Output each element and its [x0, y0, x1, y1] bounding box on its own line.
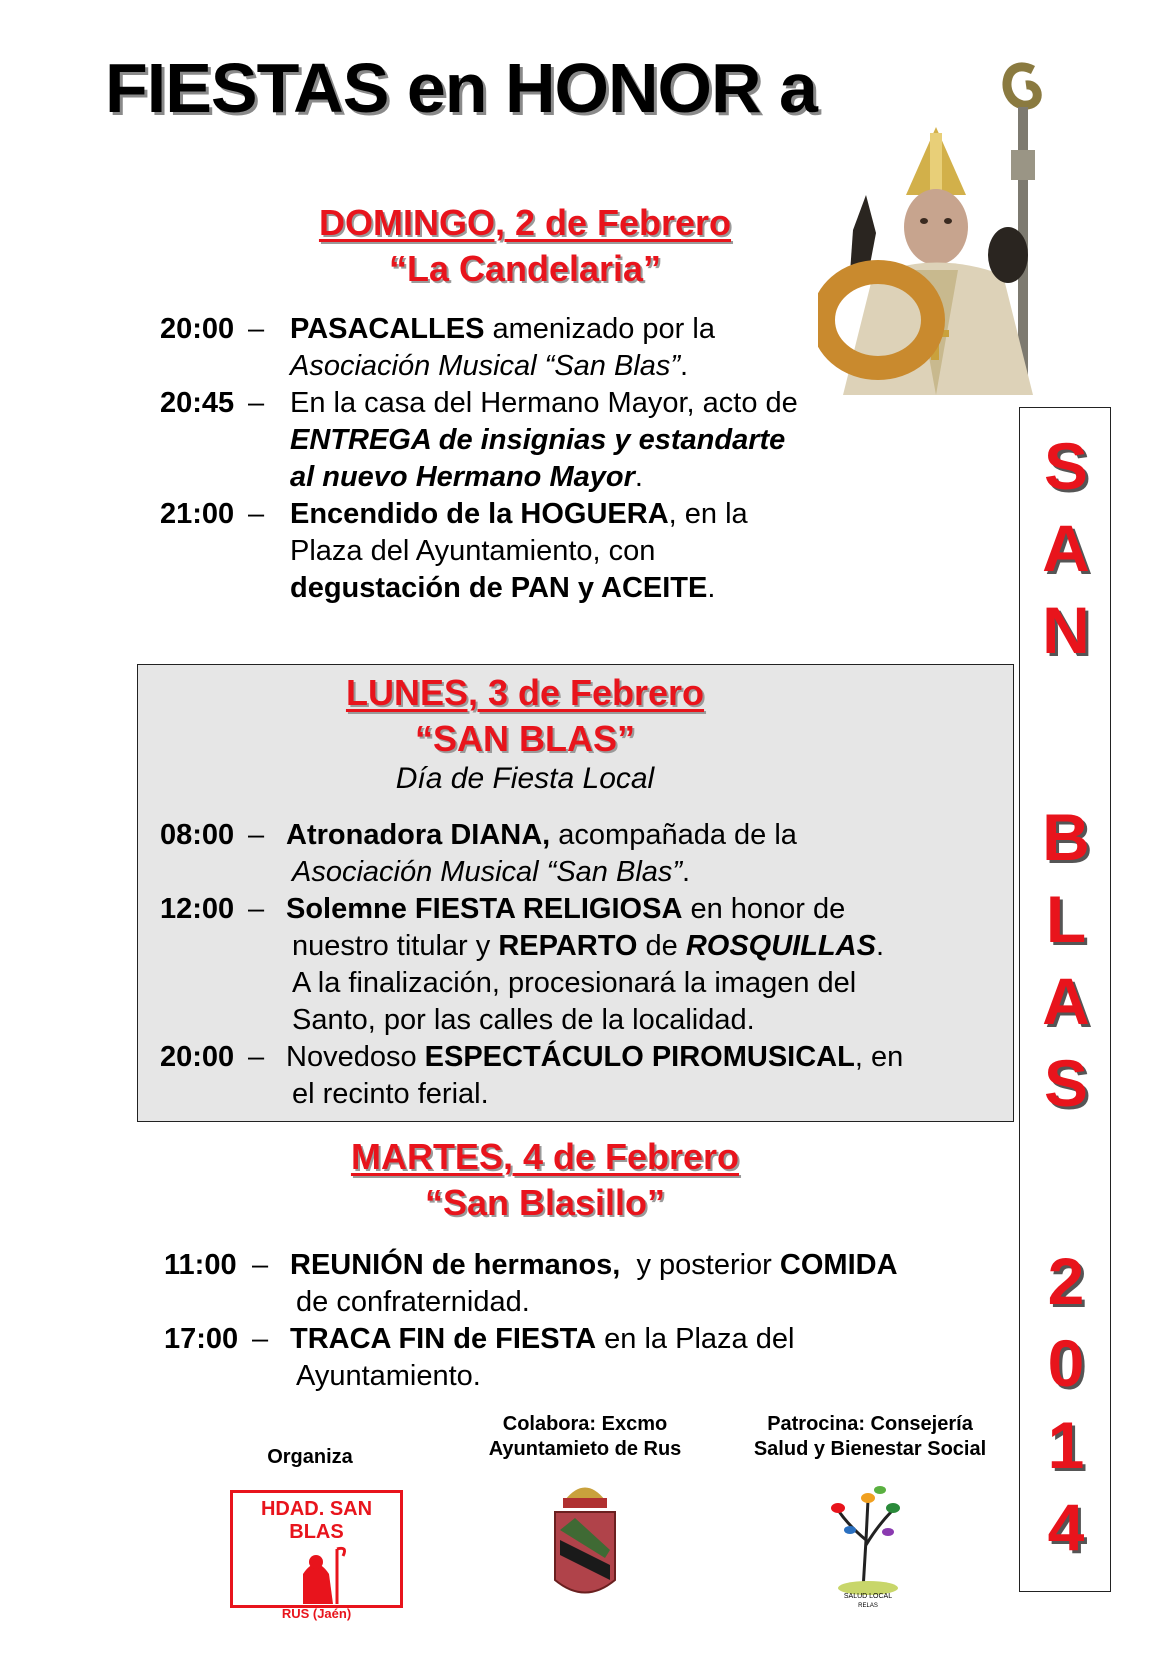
main-title: FIESTAS en HONOR a [105, 49, 817, 127]
event-text: . [875, 930, 884, 962]
day3-item-2 [164, 1321, 1004, 1395]
logo-text: SALUD LOCAL [843, 1593, 893, 1600]
item-time: 20:45 [160, 387, 235, 419]
side-letter: S [1043, 429, 1089, 503]
day2-date: LUNES, 3 de Febrero [345, 672, 705, 713]
item-dash: – [248, 498, 265, 530]
item-dash: – [248, 819, 265, 851]
hdad-san-blas-logo [230, 1490, 403, 1621]
side-letter: 2 [1047, 1244, 1085, 1318]
day1-item-1 [160, 311, 900, 385]
event-title: Encendido de la HOGUERA [290, 498, 669, 530]
day3-date: MARTES, 4 de Febrero [350, 1136, 740, 1177]
event-text: Santo, por las calles de la localidad. [292, 1004, 755, 1036]
event-text: Asociación Musical “San Blas” [292, 856, 683, 888]
event-title: al nuevo Hermano Mayor [290, 461, 635, 493]
item-dash: – [252, 1323, 269, 1355]
day2-subtitle: Día de Fiesta Local [395, 762, 655, 795]
day2-item-2 [160, 891, 1000, 1039]
item-time: 20:00 [160, 1041, 235, 1073]
event-title: Atronadora DIANA, [286, 819, 551, 851]
logo-text: HDAD. SAN BLAS [260, 1498, 373, 1543]
event-text: amenizado por la [484, 313, 715, 345]
patrocina-label [730, 1412, 1010, 1462]
item-time: 12:00 [160, 893, 235, 925]
event-title: Solemne FIESTA RELIGIOSA [286, 893, 683, 925]
item-time: 11:00 [164, 1249, 237, 1281]
event-text: Plaza del Ayuntamiento, con [290, 535, 656, 567]
day1-date: DOMINGO, 2 de Febrero [318, 202, 732, 243]
event-text: En la casa del Hermano Mayor, acto de [290, 387, 798, 419]
side-title-box [1019, 407, 1111, 1592]
event-title: PASACALLES [290, 313, 485, 345]
colabora-label [470, 1412, 700, 1462]
day2-name: “SAN BLAS” [414, 718, 635, 759]
event-text: de [637, 930, 686, 962]
item-time: 17:00 [164, 1323, 239, 1355]
day2-item-1 [160, 817, 1000, 891]
day3-schedule [164, 1247, 1004, 1395]
side-letter: A [1042, 511, 1090, 585]
day2-schedule [160, 817, 1000, 1113]
day1-item-3 [160, 496, 900, 607]
event-title: degustación de PAN y ACEITE [290, 572, 708, 604]
side-letter: N [1042, 593, 1090, 667]
event-text: en honor de [682, 893, 846, 925]
item-dash: – [248, 1041, 265, 1073]
day1-item-2 [160, 385, 900, 496]
salud-local-tree-icon [818, 1470, 918, 1610]
event-text: Asociación Musical “San Blas” [290, 350, 681, 382]
event-title: COMIDA [779, 1249, 898, 1281]
day3-name: “San Blasillo” [424, 1182, 666, 1223]
event-text: el recinto ferial. [292, 1078, 489, 1110]
item-dash: – [248, 387, 265, 419]
day1-schedule [160, 311, 900, 607]
event-title: ENTREGA de insignias y estandarte [290, 424, 786, 456]
rus-coat-of-arms-icon [545, 1470, 625, 1610]
patrocina-line-1: Patrocina: Consejería [767, 1413, 973, 1435]
event-text: de confraternidad. [296, 1286, 530, 1318]
event-text: A la finalización, procesionará la imagen del [292, 967, 857, 999]
event-text: . [680, 350, 689, 382]
side-letter: 4 [1047, 1490, 1085, 1564]
day1-header [250, 200, 800, 292]
event-text: , en la [668, 498, 748, 530]
side-letter: 0 [1047, 1326, 1085, 1400]
item-time: 21:00 [160, 498, 235, 530]
event-title: REUNIÓN de hermanos, [290, 1249, 621, 1281]
event-text: . [682, 856, 691, 888]
item-dash: – [248, 313, 265, 345]
side-letter: B [1042, 800, 1090, 874]
saint-silhouette-icon [233, 1544, 400, 1606]
patrocina-line-2: Salud y Bienestar Social [753, 1438, 987, 1460]
item-time: 08:00 [160, 819, 235, 851]
event-title: ESPECTÁCULO PIROMUSICAL [424, 1041, 855, 1073]
day1-name: “La Candelaria” [388, 248, 662, 289]
event-text: y posterior [620, 1249, 780, 1281]
day2-item-3 [160, 1039, 1000, 1113]
side-letter: 1 [1047, 1408, 1085, 1482]
event-text: Ayuntamiento. [296, 1360, 481, 1392]
side-letter: A [1042, 964, 1090, 1038]
event-text: , en [854, 1041, 904, 1073]
event-title: TRACA FIN de FIESTA [290, 1323, 597, 1355]
side-letter: L [1045, 882, 1087, 956]
item-dash: – [252, 1249, 269, 1281]
event-title: REPARTO [498, 930, 638, 962]
logo-text: RUS (Jaén) [281, 1606, 352, 1621]
event-text: . [634, 461, 643, 493]
day2-header [250, 670, 800, 762]
colabora-line-1: Colabora: Excmo [502, 1413, 668, 1435]
event-text: . [707, 572, 716, 604]
event-text: Novedoso [286, 1041, 425, 1073]
event-text: nuestro titular y [292, 930, 499, 962]
side-letter: S [1043, 1046, 1089, 1120]
logo-text: RELAS [858, 1603, 878, 1609]
item-time: 20:00 [160, 313, 235, 345]
item-dash: – [248, 893, 265, 925]
organiza-label: Organiza [267, 1446, 353, 1468]
colabora-line-2: Ayuntamieto de Rus [488, 1438, 682, 1460]
event-title: ROSQUILLAS [685, 930, 876, 962]
day3-header [270, 1134, 820, 1226]
event-text: en la Plaza del [596, 1323, 795, 1355]
day3-item-1 [164, 1247, 1004, 1321]
event-text: acompañada de la [550, 819, 797, 851]
